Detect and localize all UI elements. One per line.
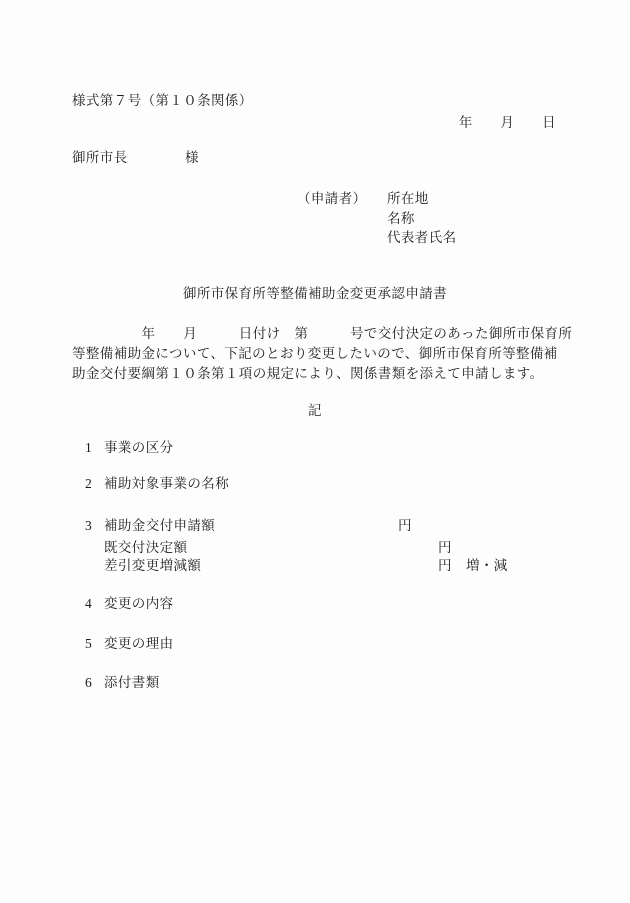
item-2-number: 2 <box>85 476 93 491</box>
item-1-number: 1 <box>85 440 93 455</box>
item-3-number: 3 <box>85 518 93 533</box>
applicant-field-address: 所在地 <box>387 191 429 206</box>
item-6-number: 6 <box>85 675 93 690</box>
item-2-label: 補助対象事業の名称 <box>104 476 230 491</box>
item-3-row-3-unit-yen: 円 <box>438 558 452 573</box>
item-3-row-3-increase-decrease-note: 増・減 <box>466 558 508 573</box>
form-number: 様式第７号（第１０条関係） <box>72 93 253 108</box>
date-placeholder-line: 年 月 日 <box>458 115 556 130</box>
addressee-honorific: 様 <box>185 150 199 165</box>
item-3-row-3-label: 差引変更増減額 <box>104 558 202 573</box>
addressee-name: 御所市長 <box>72 150 128 165</box>
applicant-label: （申請者） <box>297 191 367 206</box>
body-paragraph-line-3: 助金交付要綱第１０条第１項の規定により、関係書類を添えて申請します。 <box>72 366 544 381</box>
item-3-row-2-label: 既交付決定額 <box>104 540 188 555</box>
item-3-row-2-unit-yen: 円 <box>438 540 452 555</box>
item-1-label: 事業の区分 <box>104 440 174 455</box>
applicant-field-name: 名称 <box>387 211 415 226</box>
item-3-row-1-unit-yen: 円 <box>398 518 412 533</box>
applicant-field-representative: 代表者氏名 <box>387 230 457 245</box>
record-marker: 記 <box>308 403 322 418</box>
item-5-number: 5 <box>85 636 93 651</box>
document-title: 御所市保育所等整備補助金変更承認申請書 <box>182 286 448 301</box>
item-3-row-1-label: 補助金交付申請額 <box>104 518 216 533</box>
item-6-label: 添付書類 <box>104 675 160 690</box>
item-4-number: 4 <box>85 596 93 611</box>
body-paragraph-line-2: 等整備補助金について、下記のとおり変更したいので、御所市保育所等整備補 <box>72 346 558 361</box>
item-5-label: 変更の理由 <box>104 636 174 651</box>
item-4-label: 変更の内容 <box>104 596 174 611</box>
body-paragraph-line-1: 年 月 日付け 第 号で交付決定のあった御所市保育所 <box>72 326 573 341</box>
